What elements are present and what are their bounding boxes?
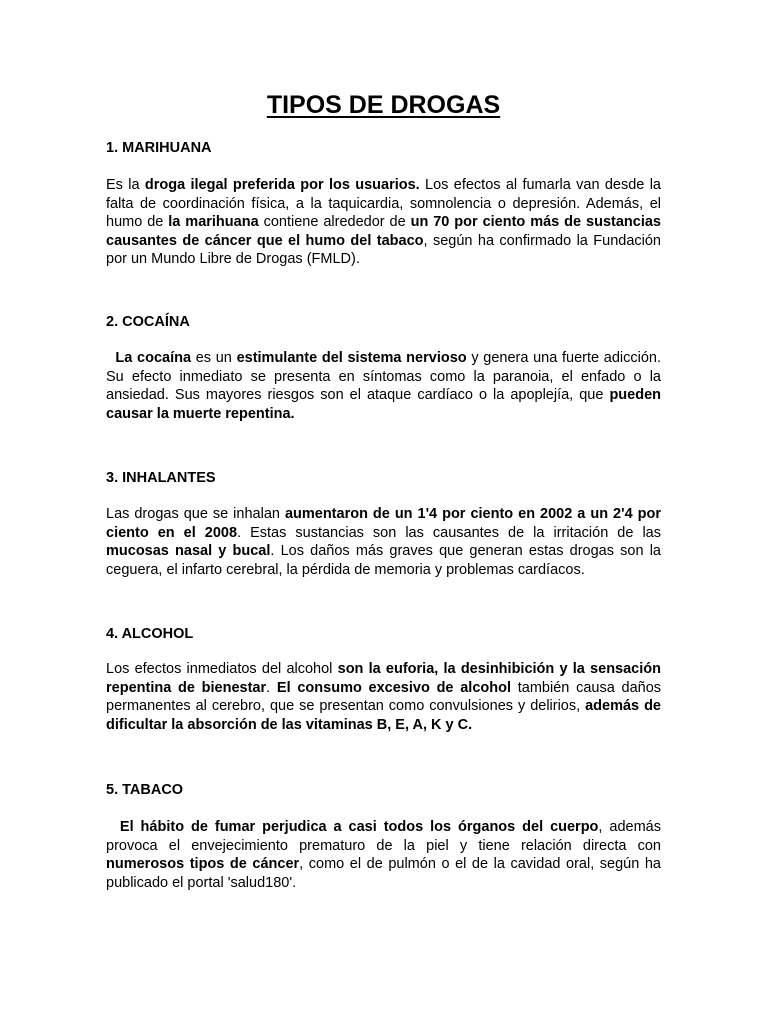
- text-run: . Los daños más graves que generan estas drogas son la ceguera, el infarto cerebral, la pérdida de memoria y problemas cardíacos.: [106, 543, 661, 578]
- bold-text-run: además de dificultar la absorción de las vitaminas B, E, A, K y C.: [106, 698, 661, 733]
- section-heading-cocaina: 2. COCAÍNA: [106, 314, 190, 330]
- bold-text-run: la marihuana: [168, 214, 259, 230]
- section-paragraph-tabaco: [106, 818, 666, 892]
- section-heading-tabaco: 5. TABACO: [106, 782, 184, 798]
- text-run: y genera una fuerte adicción. Su efecto inmediato se presenta en síntomas como la paranoia, el enfado o la ansiedad. Sus mayores riesgos son el ataque cardíaco o la apoplejía, que: [106, 350, 666, 403]
- text-run: , como el de pulmón o el de la cavidad oral, según ha publicado el portal 'salud180'.: [106, 856, 666, 891]
- text-run: Las drogas que se inhalan: [106, 506, 285, 522]
- text-run: , según ha confirmado la Fundación por un Mundo Libre de Drogas (FMLD).: [106, 232, 661, 267]
- text-run: también causa daños permanentes al cerebro, que se presentan como convulsiones y delirios,: [106, 679, 662, 714]
- bold-text-run: pueden causar la muerte repentina.: [106, 387, 666, 422]
- section-paragraph-inhalantes: [106, 505, 661, 579]
- bold-text-run: estimulante del sistema nervioso: [236, 350, 467, 366]
- text-run: contiene alrededor de: [258, 214, 411, 230]
- text-run: .: [266, 679, 277, 696]
- bold-text-run: son la euforia, la desinhibición y la sensación repentina de bienestar: [106, 661, 661, 696]
- bold-text-run: El consumo excesivo de alcohol: [276, 679, 511, 696]
- section-heading-marihuana: 1. MARIHUANA: [106, 140, 212, 156]
- document-title: TIPOS DE DROGAS: [266, 91, 501, 119]
- bold-text-run: aumentaron de un 1'4 por ciento en 2002 a un 2'4 por ciento en el 2008: [106, 506, 661, 541]
- section-paragraph-alcohol: [106, 660, 661, 734]
- bold-text-run: numerosos tipos de cáncer: [106, 856, 300, 872]
- bold-text-run: La cocaína: [115, 350, 192, 366]
- text-run: , además provoca el envejecimiento prematuro de la piel y tiene relación directa con: [106, 819, 666, 854]
- bold-text-run: droga ilegal preferida por los usuarios.: [144, 177, 420, 193]
- section-paragraph-marihuana: [106, 176, 661, 269]
- bold-text-run: mucosas nasal y bucal: [106, 543, 271, 559]
- section-heading-inhalantes: 3. INHALANTES: [106, 470, 216, 486]
- section-heading-alcohol: 4. ALCOHOL: [106, 626, 194, 642]
- text-run: [106, 350, 115, 366]
- text-run: Los efectos al fumarla van desde la falta de coordinación física, a la taquicardia, somnolencia o depresión. Además, el humo de: [106, 177, 661, 230]
- section-paragraph-cocaina: [106, 349, 666, 423]
- text-run: Es la: [106, 177, 145, 193]
- text-run: . Estas sustancias son las causantes de la irritación de las: [237, 524, 661, 541]
- bold-text-run: un 70 por ciento más de sustancias causantes de cáncer que el humo del tabaco: [106, 214, 661, 249]
- text-run: [106, 819, 120, 835]
- text-run: Los efectos inmediatos del alcohol: [106, 661, 338, 677]
- text-run: es un: [191, 350, 237, 366]
- bold-text-run: El hábito de fumar perjudica a casi todos los órganos del cuerpo: [119, 819, 599, 835]
